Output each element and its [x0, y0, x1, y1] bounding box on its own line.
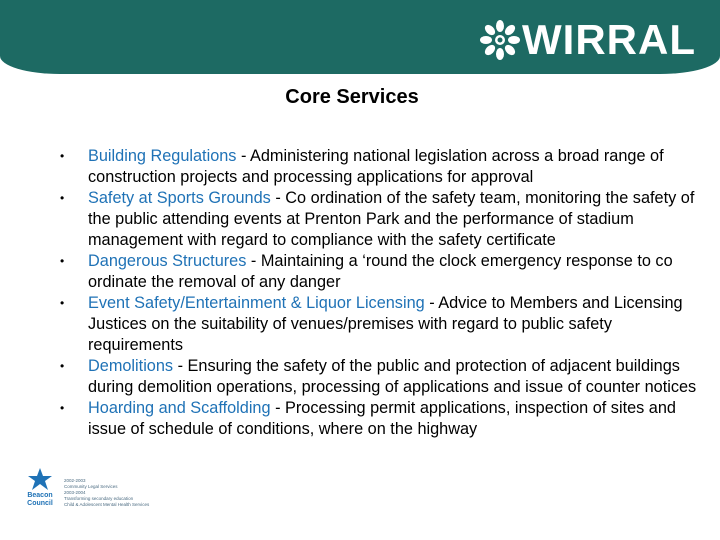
beacon-council-badge	[24, 466, 184, 516]
page-title	[0, 86, 720, 109]
beacon-award-line: 2003-2004	[64, 490, 86, 495]
wirral-logo	[480, 18, 696, 62]
bullet-icon: •	[60, 296, 65, 310]
wirral-flower-icon	[480, 20, 520, 60]
service-name: Hoarding and Scaffolding	[88, 399, 271, 417]
beacon-label-line1: Beacon	[27, 492, 53, 499]
beacon-award-line: Community Legal Services	[64, 484, 118, 489]
service-item	[60, 356, 700, 398]
bullet-icon: •	[60, 401, 65, 415]
service-name: Demolitions	[88, 357, 174, 375]
bullet-icon: •	[60, 191, 65, 205]
service-description: - Advice to Members and Licensing Justices on the suitability of venues/premises with regard to public safety requirements	[88, 294, 683, 354]
bullet-icon: •	[60, 359, 65, 373]
service-item	[60, 146, 700, 188]
service-item	[60, 293, 700, 356]
service-name: Dangerous Structures	[88, 252, 247, 270]
service-name: Building Regulations	[88, 147, 237, 165]
service-item	[60, 188, 700, 251]
service-name: Safety at Sports Grounds	[88, 189, 271, 207]
service-item	[60, 398, 700, 440]
page-title-text: Core Services	[285, 86, 419, 108]
service-description: - Processing permit applications, inspection of sites and issue of schedule of conditions, where on the highway	[88, 399, 676, 438]
beacon-award-line: Child & Adolescent Mental Health Services	[64, 502, 150, 507]
bullet-icon: •	[60, 254, 65, 268]
beacon-awards	[64, 478, 184, 508]
beacon-label	[24, 492, 56, 508]
service-description: - Ensuring the safety of the public and protection of adjacent buildings during demolition operations, processing of applications and issue of counter notices	[88, 357, 697, 396]
bullet-icon: •	[60, 149, 65, 163]
beacon-award-line: Transforming secondary education	[64, 496, 134, 501]
logo-text: WIRRAL	[522, 16, 696, 63]
service-description: - Maintaining a ‘round the clock emergency response to co ordinate the removal of any danger	[88, 252, 673, 291]
beacon-label-line2: Council	[27, 500, 53, 507]
beacon-award-line: 2002-2003	[64, 478, 86, 483]
service-description: - Co ordination of the safety team, monitoring the safety of the public attending events at Prenton Park and the performance of stadium management with regard to compliance with the safety certificate	[88, 189, 695, 249]
service-item	[60, 251, 700, 293]
header-banner	[0, 0, 720, 74]
service-description: - Administering national legislation across a broad range of construction projects and processing applications for approval	[88, 147, 664, 186]
services-list	[60, 146, 700, 440]
service-name: Event Safety/Entertainment & Liquor Licensing	[88, 294, 425, 312]
